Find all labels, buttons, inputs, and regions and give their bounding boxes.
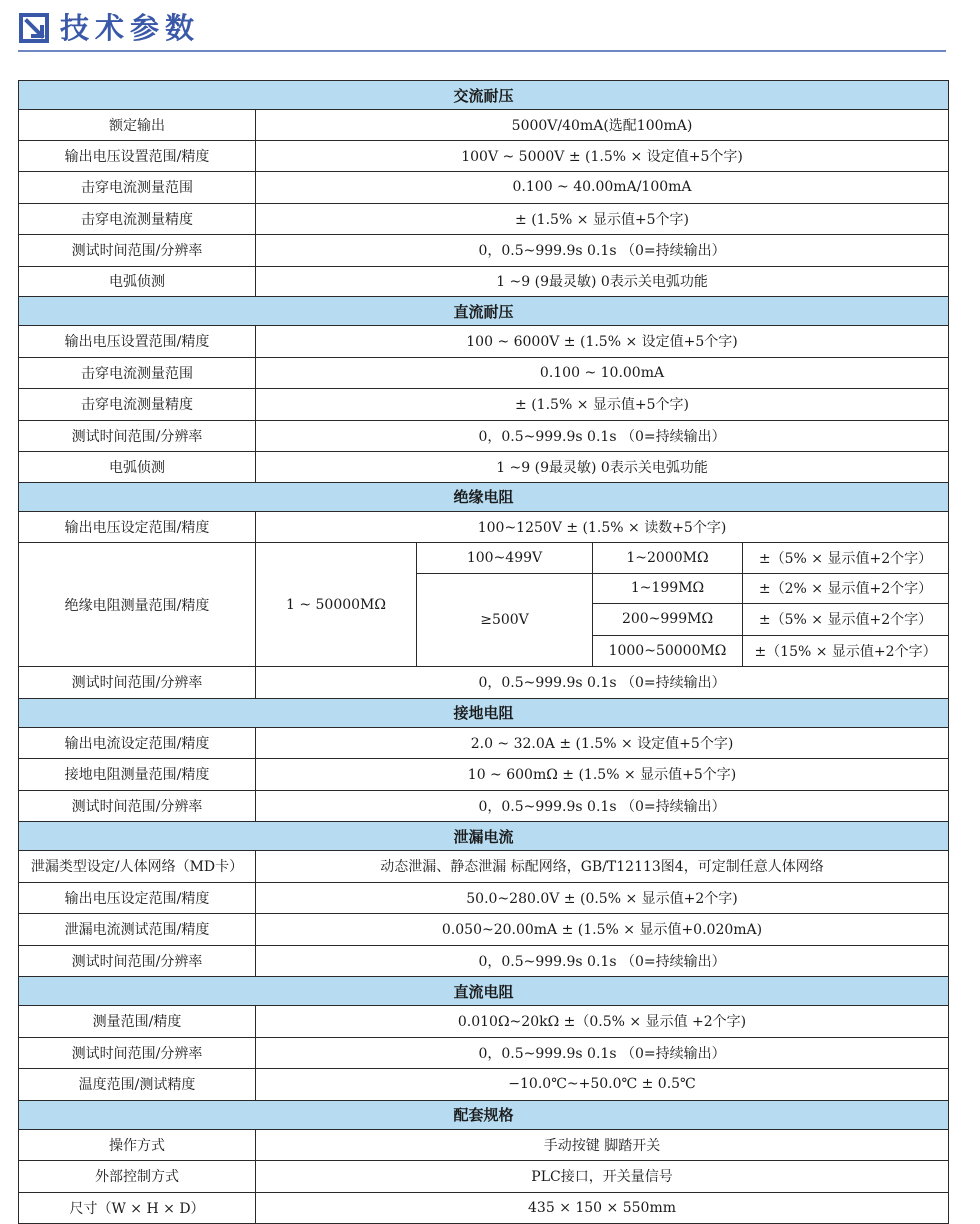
row-label: 温度范围/测试精度 (19, 1069, 256, 1101)
ir-sub-accuracy: ±（15% × 显示值+2个字） (743, 635, 949, 667)
table-row (19, 266, 949, 297)
ir-sub-range: 1000~50000MΩ (593, 635, 743, 667)
table-row (19, 1037, 949, 1069)
ir-sub-accuracy: ±（5% × 显示值+2个字） (743, 604, 949, 636)
row-label: 电弧侦测 (19, 266, 256, 297)
row-label: 接地电阻测量范围/精度 (19, 759, 256, 791)
row-label: 测试时间范围/分辨率 (19, 790, 256, 822)
section-header-dc: 直流耐压 (19, 297, 949, 326)
row-value: ± (1.5% × 显示值+5个字) (256, 389, 949, 421)
ir-sub-range: 1~2000MΩ (593, 543, 743, 574)
row-label: 测试时间范围/分辨率 (19, 667, 256, 699)
row-value: 0.050~20.00mA ± (1.5% × 显示值+0.020mA) (256, 914, 949, 946)
row-value: 0.010Ω~20kΩ ±（0.5% × 显示值 +2个字) (256, 1006, 949, 1038)
row-value: 0，0.5~999.9s 0.1s （0=持续输出） (256, 790, 949, 822)
table-row (19, 790, 949, 822)
row-value: PLC接口，开关量信号 (256, 1161, 949, 1193)
table-row (19, 110, 949, 141)
row-value: 100~1250V ± (1.5% × 读数+5个字) (256, 511, 949, 543)
row-label: 测试时间范围/分辨率 (19, 420, 256, 452)
row-value: 0，0.5~999.9s 0.1s （0=持续输出） (256, 235, 949, 267)
row-value: 0，0.5~999.9s 0.1s （0=持续输出） (256, 420, 949, 452)
row-value: 0，0.5~999.9s 0.1s （0=持续输出） (256, 945, 949, 977)
table-row (19, 326, 949, 358)
row-value: 0.100 ~ 10.00mA (256, 357, 949, 389)
spec-table (18, 80, 949, 1224)
table-row (19, 727, 949, 759)
row-value: 动态泄漏、静态泄漏 标配网络，GB/T12113图4，可定制任意人体网络 (256, 851, 949, 883)
row-label: 击穿电流测量精度 (19, 203, 256, 235)
row-value: 0.100 ~ 40.00mA/100mA (256, 172, 949, 204)
table-row (19, 1069, 949, 1101)
section-header-ir: 绝缘电阻 (19, 482, 949, 511)
row-label: 输出电流设定范围/精度 (19, 727, 256, 759)
row-label: 泄漏类型设定/人体网络（MD卡） (19, 851, 256, 883)
table-row (19, 914, 949, 946)
table-row (19, 1161, 949, 1193)
row-value: 手动按键 脚踏开关 (256, 1129, 949, 1161)
table-row (19, 667, 949, 699)
table-row (19, 1192, 949, 1224)
table-row (19, 389, 949, 421)
row-label: 输出电压设定范围/精度 (19, 882, 256, 914)
row-label: 输出电压设置范围/精度 (19, 326, 256, 358)
table-row (19, 882, 949, 914)
row-label: 电弧侦测 (19, 452, 256, 483)
table-row (19, 511, 949, 543)
row-label: 击穿电流测量范围 (19, 172, 256, 204)
section-header-leakage: 泄漏电流 (19, 822, 949, 851)
section-header-misc: 配套规格 (19, 1100, 949, 1129)
row-value: 2.0 ~ 32.0A ± (1.5% × 设定值+5个字) (256, 727, 949, 759)
row-value: 5000V/40mA(选配100mA) (256, 110, 949, 141)
ir-sub-accuracy: ±（5% × 显示值+2个字） (743, 543, 949, 574)
row-label: 额定输出 (19, 110, 256, 141)
ir-voltage-low: 100~499V (417, 543, 593, 574)
row-label: 测试时间范围/分辨率 (19, 1037, 256, 1069)
table-row (19, 235, 949, 267)
row-value: 1 ~9 (9最灵敏) 0表示关电弧功能 (256, 452, 949, 483)
row-value: 10 ~ 600mΩ ± (1.5% × 显示值+5个字) (256, 759, 949, 791)
row-value: 0，0.5~999.9s 0.1s （0=持续输出） (256, 667, 949, 699)
row-label: 输出电压设置范围/精度 (19, 140, 256, 172)
row-label: 击穿电流测量范围 (19, 357, 256, 389)
table-row (19, 851, 949, 883)
ir-range: 1 ~ 50000MΩ (256, 543, 417, 667)
row-value: ± (1.5% × 显示值+5个字) (256, 203, 949, 235)
page-header (18, 10, 948, 52)
row-value: −10.0℃~+50.0℃ ± 0.5℃ (256, 1069, 949, 1101)
row-value: 100 ~ 6000V ± (1.5% × 设定值+5个字) (256, 326, 949, 358)
table-row (19, 203, 949, 235)
table-row (19, 1129, 949, 1161)
section-header-ac: 交流耐压 (19, 81, 949, 110)
table-row (19, 759, 949, 791)
header-divider (18, 50, 946, 52)
section-header-ground: 接地电阻 (19, 698, 949, 727)
row-label: 击穿电流测量精度 (19, 389, 256, 421)
row-label: 尺寸（W × H × D） (19, 1192, 256, 1224)
row-label: 测试时间范围/分辨率 (19, 235, 256, 267)
table-row (19, 140, 949, 172)
ir-sub-accuracy: ±（2% × 显示值+2个字） (743, 573, 949, 604)
row-value: 435 × 150 × 550mm (256, 1192, 949, 1224)
row-label: 泄漏电流测试范围/精度 (19, 914, 256, 946)
ir-voltage-high: ≥500V (417, 573, 593, 667)
page-title: 技术参数 (60, 11, 201, 45)
table-row (19, 172, 949, 204)
row-value: 50.0~280.0V ± (0.5% × 显示值+2个字) (256, 882, 949, 914)
arrow-square-icon (18, 12, 50, 44)
table-row (19, 1006, 949, 1038)
row-label: 测试时间范围/分辨率 (19, 945, 256, 977)
table-row (19, 452, 949, 483)
section-header-dc-resistance: 直流电阻 (19, 977, 949, 1006)
row-label: 操作方式 (19, 1129, 256, 1161)
ir-sub-range: 1~199MΩ (593, 573, 743, 604)
row-label: 输出电压设定范围/精度 (19, 511, 256, 543)
row-value: 100V ~ 5000V ± (1.5% × 设定值+5个字) (256, 140, 949, 172)
table-row (19, 945, 949, 977)
row-value: 0，0.5~999.9s 0.1s （0=持续输出） (256, 1037, 949, 1069)
table-row (19, 357, 949, 389)
row-label: 绝缘电阻测量范围/精度 (19, 543, 256, 667)
table-row (19, 420, 949, 452)
row-value: 1 ~9 (9最灵敏) 0表示关电弧功能 (256, 266, 949, 297)
row-label: 测量范围/精度 (19, 1006, 256, 1038)
ir-subrow (19, 543, 949, 574)
ir-sub-range: 200~999MΩ (593, 604, 743, 636)
row-label: 外部控制方式 (19, 1161, 256, 1193)
